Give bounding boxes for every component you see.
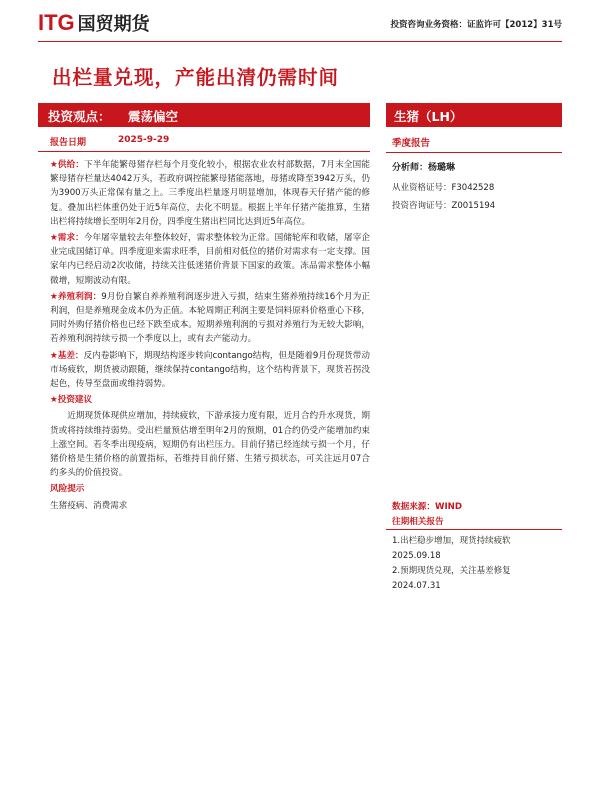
product-label: 生猪（LH） — [394, 109, 463, 124]
date-divider — [38, 151, 370, 152]
report-body — [50, 158, 370, 515]
demand-paragraph — [50, 231, 370, 288]
report-date-value: 2025-9-29 — [118, 135, 170, 145]
related-report-1-title[interactable]: 1.出栏稳步增加，现货持续疲软 — [392, 536, 511, 546]
report-type: 季度报告 — [392, 138, 431, 149]
star-icon: ★ — [50, 291, 58, 302]
supply-heading: 供给： — [57, 160, 85, 170]
advice-heading-row — [50, 393, 370, 407]
related-report-2-date: 2024.07.31 — [392, 581, 441, 591]
profit-paragraph — [50, 290, 370, 347]
license-text: 投资咨询业务资格：证监许可【2012】31号 — [390, 20, 562, 30]
supply-text: 下半年能繁母猪存栏每个月变化较小，根据农业农村部数据，7月末全国能繁母猪存栏量达4042万头，若政府调控能繁母猪能落地，母猪或降至3942万头，仍为3900万头正常保有量之上。三季度出栏量逐月明显增加，体现春天仔猪产能的修复。叠加出栏体重仍处于近5年高位，去化不明显。根据上半年仔猪产能推算，生猪出栏将持续增长至明年2月份，四季度生猪出栏同比达到近5年高位。 — [50, 160, 370, 227]
star-icon: ★ — [50, 160, 58, 170]
qualification-number: 从业资格证号：F3042528 — [392, 183, 495, 193]
page-title: 出栏量兑现，产能出清仍需时间 — [52, 66, 340, 89]
basis-heading: 基差： — [57, 350, 84, 361]
page-header — [0, 0, 600, 44]
product-bar — [386, 103, 562, 127]
logo-company-name: 国贸期货 — [77, 14, 150, 35]
investment-view-bar — [38, 103, 370, 127]
profit-heading: 养殖利润： — [57, 291, 102, 302]
logo-itg: ITG — [38, 10, 75, 35]
header-divider — [38, 41, 562, 42]
report-date-label: 报告日期 — [50, 138, 87, 148]
sidebar-divider-top — [386, 152, 562, 153]
star-icon: ★ — [50, 233, 58, 244]
report-date-row — [38, 131, 370, 149]
basis-paragraph — [50, 349, 370, 392]
data-source: 数据来源：WIND — [392, 502, 462, 512]
risk-heading: 风险提示 — [50, 484, 85, 495]
basis-text: 反内卷影响下，期现结构逐步转向contango结构，但是随着9月份现货带动市场疲软，期货被动跟随，继续保持contango结构，这个结构背景下，现货若拐没起色，传导至盘面或维持弱势。 — [50, 350, 370, 390]
company-logo — [38, 10, 150, 36]
related-reports-heading: 往期相关报告 — [392, 517, 444, 527]
view-value: 震荡偏空 — [128, 109, 179, 124]
consulting-number: 投资咨询证号：Z0015194 — [392, 201, 496, 211]
star-icon: ★ — [50, 350, 58, 361]
advice-heading: 投资建议 — [57, 395, 93, 406]
related-report-1-date: 2025.09.18 — [392, 551, 441, 561]
demand-heading: 需求： — [57, 233, 84, 244]
demand-text: 今年屠宰量较去年整体较好，需求整体较为正常。国储轮库和收储，屠宰企业完成国储订单。四季度迎来需求旺季，目前相对低位的猪价对需求有一定支撑。国家年内已经启动2次收储，持续关注低迷猪价背景下国家的政策。冻品需求整体小幅微增，短期波动有限。 — [50, 233, 370, 286]
sidebar-divider-bottom — [386, 529, 562, 530]
advice-text: 近期现货体现供应增加，持续疲软，下游承接力度有限，近月合约升水现货，期货或将持续维持弱势。受出栏量预估增至明年2月的预期，01合约仍受产能增加约束上涨空间。若冬季出现疫病，短期仍有出栏压力。目前仔猪已经连续亏损一个月，仔猪价格是生猪价格的前置指标，若维持目前仔猪、生猪亏损状态，可关注远月07合约多头的价值投资。 — [50, 411, 370, 479]
related-report-2-title[interactable]: 2.预期现货兑现，关注基差修复 — [392, 566, 511, 576]
supply-paragraph — [50, 158, 370, 229]
view-label: 投资观点： — [48, 109, 111, 124]
related-reports-list — [392, 534, 564, 594]
star-icon: ★ — [50, 395, 58, 406]
analyst-name: 分析师：杨璐琳 — [392, 163, 456, 173]
risk-text: 生猪疫病、消费需求 — [50, 500, 128, 511]
profit-text: 9月份自繁自养养殖利润逐步进入亏损，结束生猪养殖持续16个月为正利润，但是养殖现金成本仍为正值。本轮周期正利润主要是饲料原料价格重心下移，同时外购仔猪价格也已经下跌至成本。短期养殖利润的亏损对养殖行为无较大影响，若养殖利润持续亏损一个季度以上，或有去产能动力。 — [50, 291, 370, 345]
